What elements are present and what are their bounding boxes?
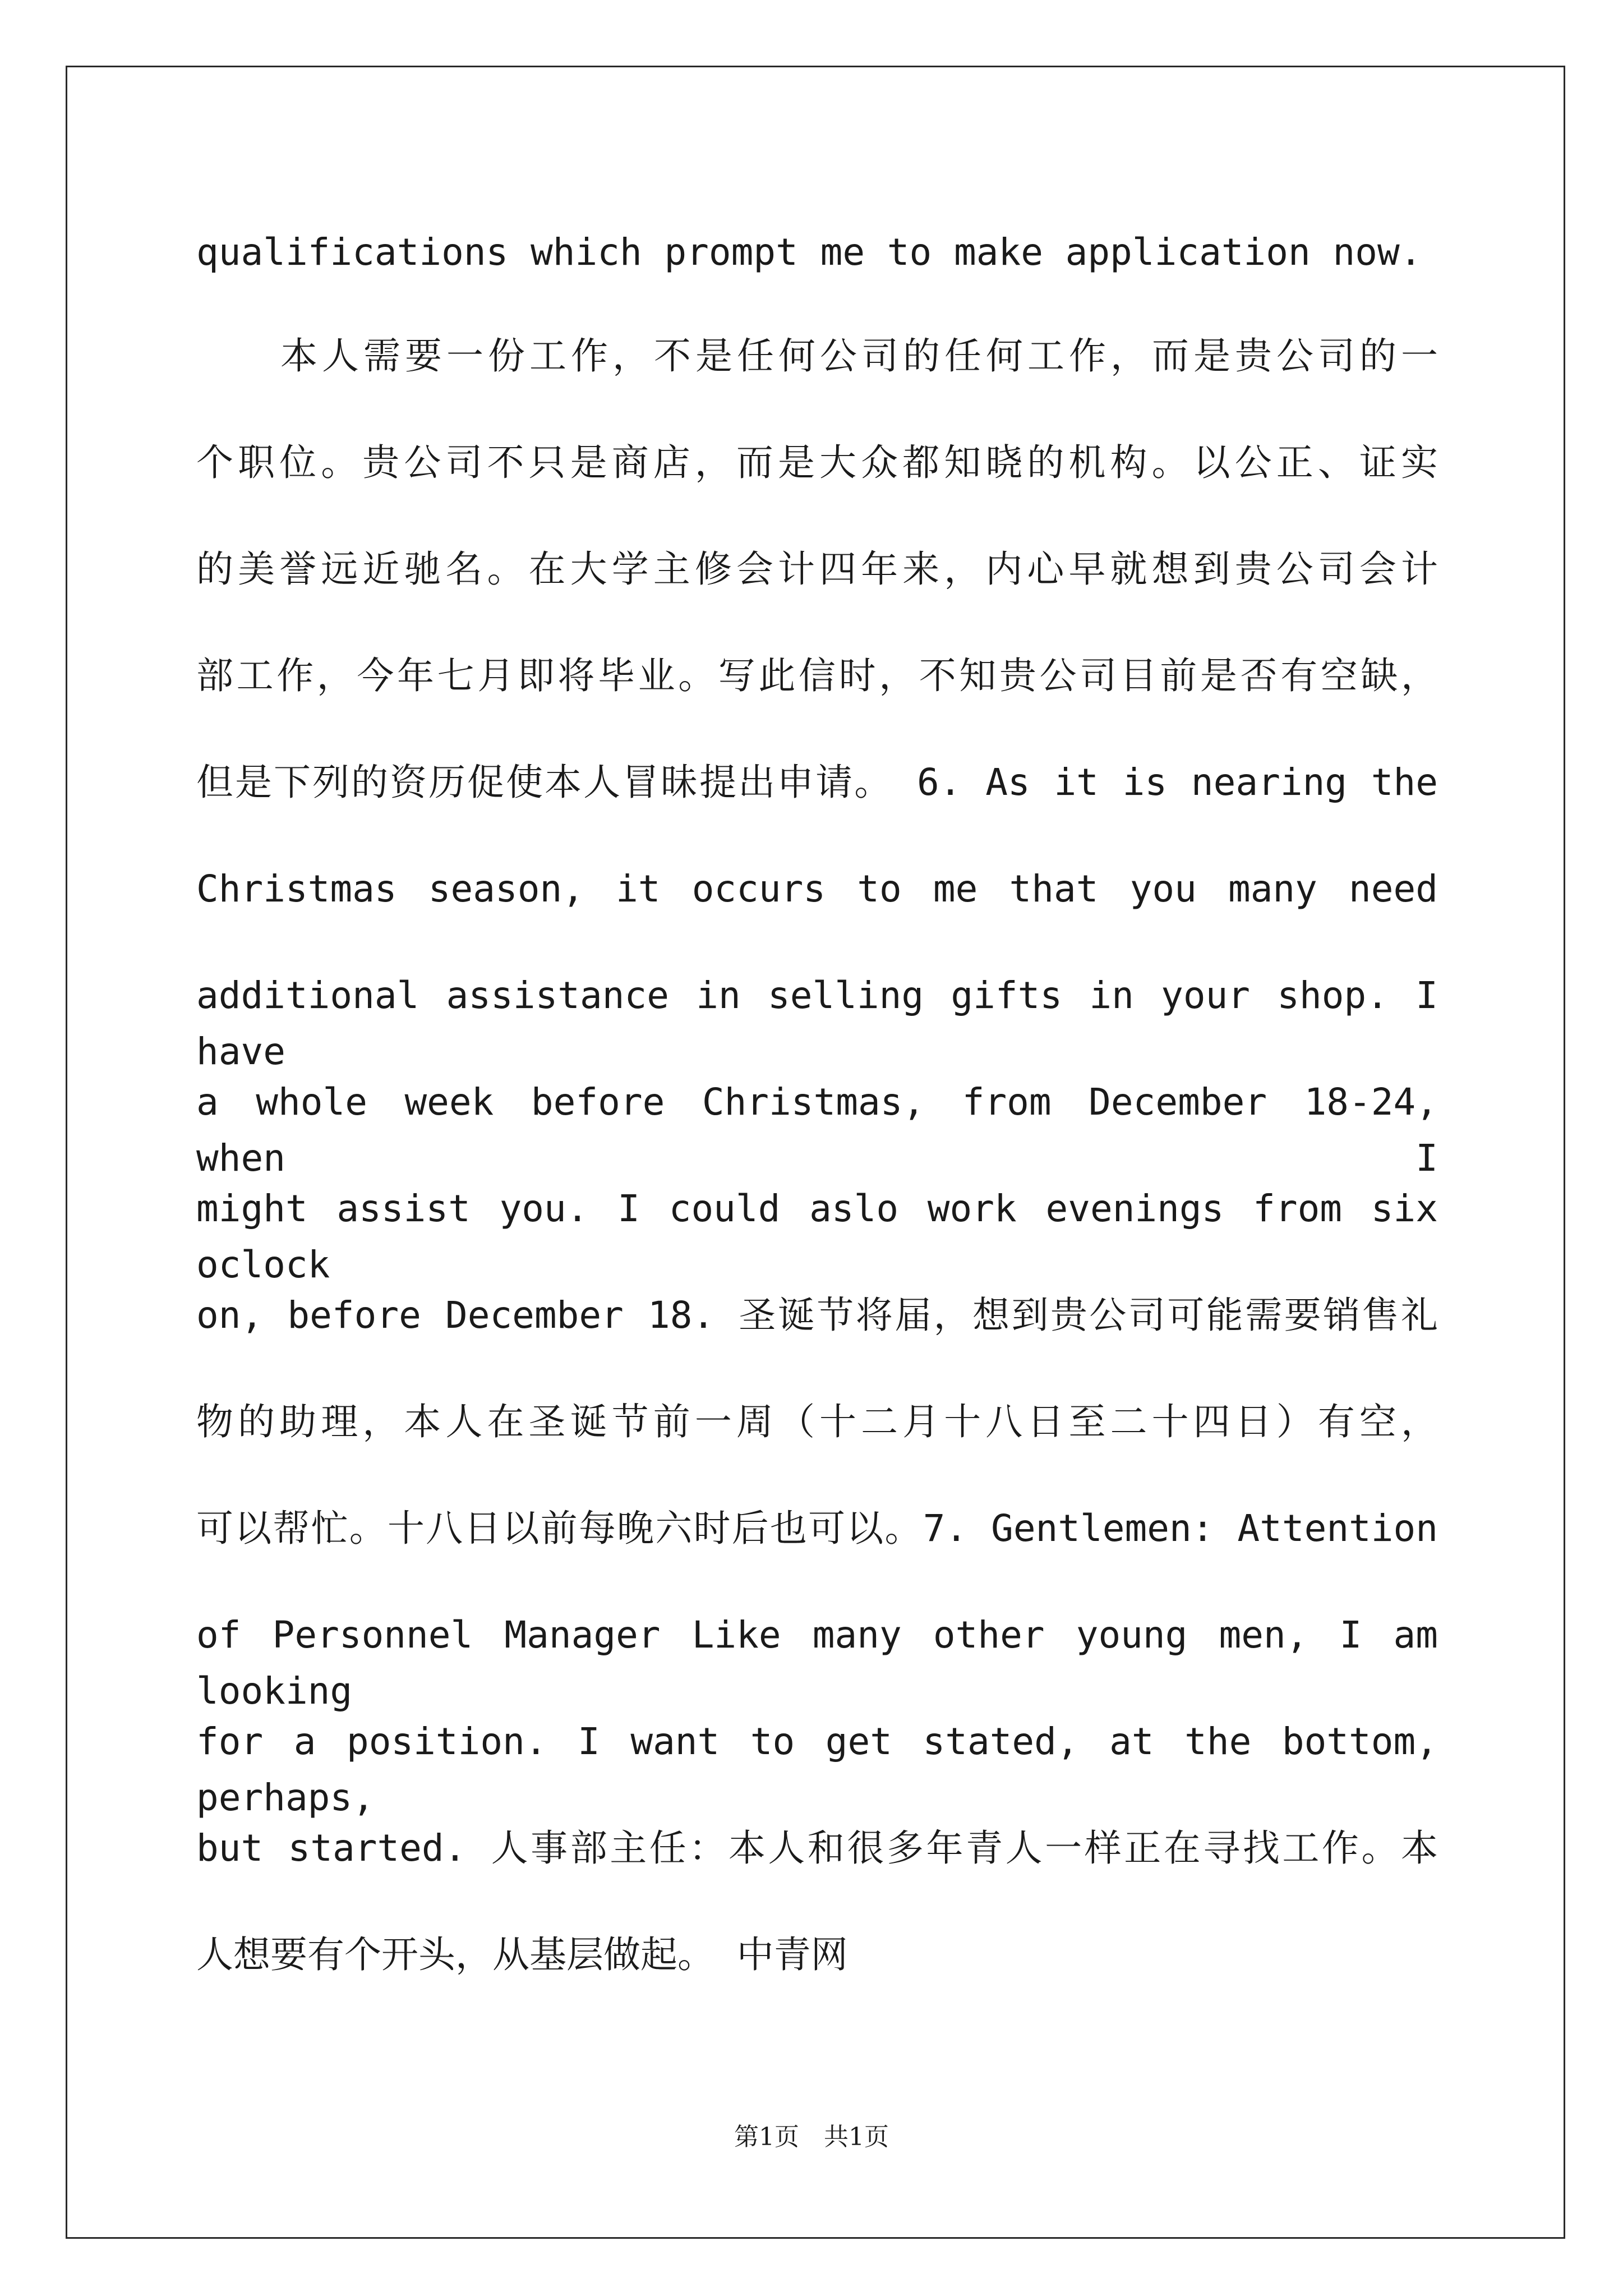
text-line-2: 本人需要一份工作，不是任何公司的任何工作，而是贵公司的一 — [280, 334, 1438, 378]
text-line-13: 可以帮忙。十八日以前每晚六时后也可以。7. Gentlemen: Attention — [196, 1507, 1438, 1550]
text-line-14: of Personnel Manager Like many other young men, I am looking — [196, 1613, 1438, 1713]
text-line-10: might assist you. I could aslo work evenings from six oclock — [196, 1187, 1438, 1286]
text-line-7: Christmas season, it occurs to me that you many need — [196, 867, 1438, 910]
text-line-1: qualifications which prompt me to make application now. — [196, 231, 1422, 274]
text-line-16: but started. 人事部主任：本人和很多年青人一样正在寻找工作。本 — [196, 1826, 1438, 1870]
text-line-17: 人想要有个开头，从基层做起。 中青网 — [196, 1933, 848, 1976]
text-line-3: 个职位。贵公司不只是商店，而是大众都知晓的机构。以公正、证实 — [196, 441, 1438, 484]
text-line-9: a whole week before Christmas, from December 18-24, when I — [196, 1080, 1438, 1180]
text-line-15: for a position. I want to get stated, at the bottom, perhaps, — [196, 1720, 1438, 1819]
text-line-11: on, before December 18. 圣诞节将届，想到贵公司可能需要销售礼 — [196, 1294, 1438, 1337]
text-line-8: additional assistance in selling gifts in your shop. I have — [196, 974, 1438, 1073]
text-line-12: 物的助理，本人在圣诞节前一周（十二月十八日至二十四日）有空， — [196, 1400, 1438, 1443]
text-line-6: 但是下列的资历促使本人冒昧提出申请。 6. As it is nearing the — [196, 761, 1438, 804]
page-number-footer: 第1页 共1页 — [734, 2123, 889, 2151]
text-line-5: 部工作，今年七月即将毕业。写此信时，不知贵公司目前是否有空缺， — [196, 654, 1438, 697]
text-line-4: 的美誉远近驰名。在大学主修会计四年来，内心早就想到贵公司会计 — [196, 547, 1438, 591]
